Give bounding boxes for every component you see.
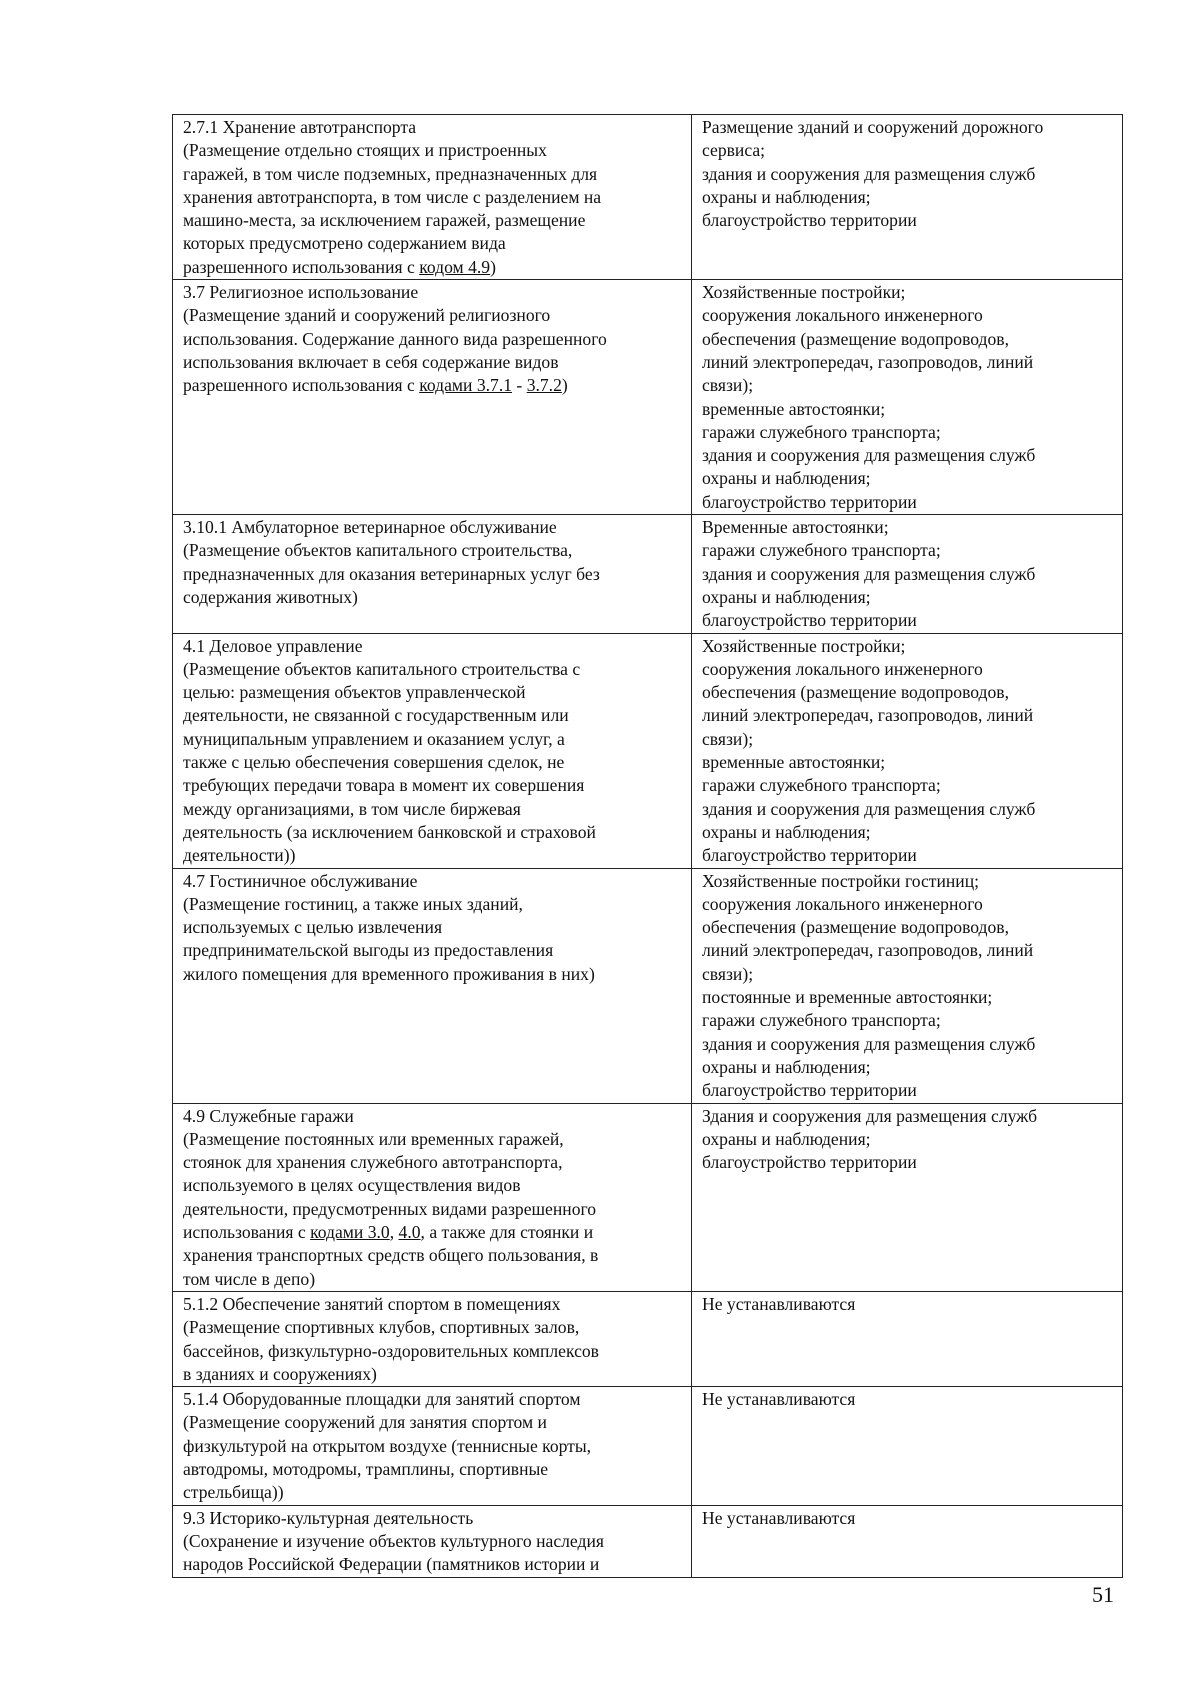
use-type-description: также с целью обеспечения совершения сделок, не xyxy=(183,752,565,773)
auxiliary-use-line: обеспечения (размещение водопроводов, xyxy=(702,917,1010,938)
code-link-4-9[interactable]: кодом 4.9 xyxy=(419,256,491,277)
page-number: 51 xyxy=(1092,1582,1114,1607)
auxiliary-use-line: благоустройство территории xyxy=(702,491,917,512)
use-type-description: (Размещение зданий и сооружений религиозного xyxy=(183,305,551,326)
use-type-cell xyxy=(173,633,692,868)
use-type-description: гаражей, в том числе подземных, предназначенных для xyxy=(183,163,598,184)
use-type-description: которых предусмотрено содержанием вида xyxy=(183,233,506,254)
auxiliary-use-line: охраны и наблюдения; xyxy=(702,1056,871,1077)
use-type-description: в зданиях и сооружениях) xyxy=(183,1363,377,1384)
auxiliary-use-line: сооружения локального инженерного xyxy=(702,658,983,679)
zoning-table xyxy=(172,114,1123,1578)
auxiliary-use-line: благоустройство территории xyxy=(702,610,917,631)
use-type-description: содержания животных) xyxy=(183,586,358,607)
use-type-title: 2.7.1 Хранение автотранспорта xyxy=(183,117,417,137)
use-type-cell xyxy=(173,1103,692,1291)
code-link-3-0[interactable]: кодами 3.0 xyxy=(310,1222,390,1243)
auxiliary-use-line: гаражи служебного транспорта; xyxy=(702,421,941,442)
use-type-title: 3.7 Религиозное использование xyxy=(183,282,419,303)
use-type-title: 4.7 Гостиничное обслуживание xyxy=(183,870,418,891)
auxiliary-use-line: связи); xyxy=(702,963,754,984)
auxiliary-use-line: Хозяйственные постройки; xyxy=(702,635,906,656)
use-type-cell xyxy=(173,868,692,1103)
use-type-description: использования включает в себя содержание видов xyxy=(183,351,559,372)
auxiliary-use-line: обеспечения (размещение водопроводов, xyxy=(702,328,1010,349)
auxiliary-use-line: обеспечения (размещение водопроводов, xyxy=(702,682,1010,703)
table-row xyxy=(173,1387,1123,1505)
table-row xyxy=(173,280,1123,515)
auxiliary-use-line: гаражи служебного транспорта; xyxy=(702,540,941,561)
auxiliary-use-cell xyxy=(692,1505,1123,1577)
auxiliary-use-line: Хозяйственные постройки гостиниц; xyxy=(702,870,980,891)
use-type-description: стрельбища)) xyxy=(183,1482,284,1503)
auxiliary-use-line: Здания и сооружения для размещения служб xyxy=(702,1105,1038,1126)
use-type-description: народов Российской Федерации (памятников истории и xyxy=(183,1554,600,1575)
use-type-description: (Размещение постоянных или временных гаражей, xyxy=(183,1128,564,1149)
use-type-description: деятельности, предусмотренных видами разрешенного xyxy=(183,1198,597,1219)
use-type-description: используемого в целях осуществления видов xyxy=(183,1175,521,1196)
auxiliary-use-line: гаражи служебного транспорта; xyxy=(702,775,941,796)
auxiliary-use-line: охраны и наблюдения; xyxy=(702,586,871,607)
use-type-description: деятельности, не связанной с государственным или xyxy=(183,705,569,726)
table-row xyxy=(173,115,1123,280)
auxiliary-use-cell xyxy=(692,280,1123,515)
use-type-description: физкультурой на открытом воздухе (теннисные корты, xyxy=(183,1435,592,1456)
use-type-description: использования с кодами 3.0, 4.0, а также для стоянки и xyxy=(183,1222,594,1243)
auxiliary-use-line: благоустройство территории xyxy=(702,845,917,866)
use-type-description: (Размещение отдельно стоящих и пристроенных xyxy=(183,140,547,161)
auxiliary-use-line: Размещение зданий и сооружений дорожного xyxy=(702,117,1044,137)
auxiliary-use-line: Временные автостоянки; xyxy=(702,517,889,538)
use-type-description: (Размещение спортивных клубов, спортивных залов, xyxy=(183,1317,580,1338)
use-type-cell xyxy=(173,115,692,280)
table-row xyxy=(173,1505,1123,1577)
use-type-description: деятельность (за исключением банковской и страховой xyxy=(183,821,596,842)
auxiliary-use-line: линий электропередач, газопроводов, линий xyxy=(702,940,1034,961)
auxiliary-use-line: охраны и наблюдения; xyxy=(702,186,871,207)
use-type-title: 9.3 Историко-культурная деятельность xyxy=(183,1507,474,1528)
auxiliary-use-cell xyxy=(692,633,1123,868)
use-type-description: между организациями, в том числе биржевая xyxy=(183,798,521,819)
use-type-title: 5.1.2 Обеспечение занятий спортом в помещениях xyxy=(183,1293,561,1314)
auxiliary-use-line: здания и сооружения для размещения служб xyxy=(702,1033,1036,1054)
use-type-description: (Размещение гостиниц, а также иных зданий, xyxy=(183,893,523,914)
auxiliary-use-line: сервиса; xyxy=(702,140,766,161)
table-row xyxy=(173,868,1123,1103)
code-link-4-0[interactable]: 4.0 xyxy=(398,1222,421,1243)
auxiliary-use-line: временные автостоянки; xyxy=(702,752,886,773)
table-row xyxy=(173,1291,1123,1386)
auxiliary-use-cell xyxy=(692,115,1123,280)
auxiliary-use-line: здания и сооружения для размещения служб xyxy=(702,798,1036,819)
use-type-description: используемых с целью извлечения xyxy=(183,917,443,938)
use-type-description: (Размещение объектов капитального строительства с xyxy=(183,658,581,679)
auxiliary-use-line: Не устанавливаются xyxy=(702,1293,856,1314)
use-type-description: (Размещение объектов капитального строительства, xyxy=(183,540,573,561)
use-type-description: машино-места, за исключением гаражей, размещение xyxy=(183,210,586,231)
auxiliary-use-cell xyxy=(692,515,1123,633)
auxiliary-use-line: линий электропередач, газопроводов, линий xyxy=(702,351,1034,372)
use-type-description: хранения автотранспорта, в том числе с разделением на xyxy=(183,186,602,207)
table-row xyxy=(173,633,1123,868)
auxiliary-use-cell xyxy=(692,1291,1123,1386)
auxiliary-use-line: линий электропередач, газопроводов, линий xyxy=(702,705,1034,726)
auxiliary-use-line: Не устанавливаются xyxy=(702,1507,856,1528)
auxiliary-use-line: временные автостоянки; xyxy=(702,398,886,419)
use-type-description: требующих передачи товара в момент их совершения xyxy=(183,775,585,796)
auxiliary-use-line: постоянные и временные автостоянки; xyxy=(702,987,993,1008)
use-type-description: разрешенного использования с кодами 3.7.1 - 3.7.2) xyxy=(183,375,568,396)
use-type-title: 3.10.1 Амбулаторное ветеринарное обслуживание xyxy=(183,517,557,538)
auxiliary-use-line: охраны и наблюдения; xyxy=(702,821,871,842)
auxiliary-use-line: Хозяйственные постройки; xyxy=(702,282,906,303)
auxiliary-use-line: благоустройство территории xyxy=(702,210,917,231)
auxiliary-use-line: охраны и наблюдения; xyxy=(702,468,871,489)
auxiliary-use-line: сооружения локального инженерного xyxy=(702,305,983,326)
use-type-cell xyxy=(173,1291,692,1386)
auxiliary-use-line: здания и сооружения для размещения служб xyxy=(702,163,1036,184)
auxiliary-use-line: здания и сооружения для размещения служб xyxy=(702,445,1036,466)
auxiliary-use-line: гаражи служебного транспорта; xyxy=(702,1010,941,1031)
auxiliary-use-line: благоустройство территории xyxy=(702,1152,917,1173)
auxiliary-use-line: здания и сооружения для размещения служб xyxy=(702,563,1036,584)
use-type-description: автодромы, мотодромы, трамплины, спортивные xyxy=(183,1459,549,1480)
auxiliary-use-cell xyxy=(692,868,1123,1103)
auxiliary-use-line: сооружения локального инженерного xyxy=(702,893,983,914)
use-type-description: использования. Содержание данного вида разрешенного xyxy=(183,328,607,349)
use-type-title: 5.1.4 Оборудованные площадки для занятий спортом xyxy=(183,1389,581,1410)
auxiliary-use-cell xyxy=(692,1387,1123,1505)
use-type-description: разрешенного использования с кодом 4.9) xyxy=(183,256,496,277)
use-type-description: хранения транспортных средств общего пользования, в xyxy=(183,1245,599,1266)
use-type-description: предназначенных для оказания ветеринарных услуг без xyxy=(183,563,600,584)
use-type-description: жилого помещения для временного проживания в них) xyxy=(183,963,595,984)
use-type-cell xyxy=(173,1387,692,1505)
use-type-description: бассейнов, физкультурно-оздоровительных комплексов xyxy=(183,1340,599,1361)
table-row xyxy=(173,515,1123,633)
use-type-description: том числе в депо) xyxy=(183,1268,316,1289)
use-type-description: муниципальным управлением и оказанием услуг, а xyxy=(183,728,565,749)
use-type-description: целью: размещения объектов управленческой xyxy=(183,682,526,703)
use-type-description: деятельности)) xyxy=(183,845,296,866)
auxiliary-use-line: благоустройство территории xyxy=(702,1080,917,1101)
use-type-cell xyxy=(173,515,692,633)
auxiliary-use-line: Не устанавливаются xyxy=(702,1389,856,1410)
auxiliary-use-line: связи); xyxy=(702,728,754,749)
code-link-3-7-1[interactable]: кодами 3.7.1 xyxy=(419,375,513,396)
use-type-description: (Размещение сооружений для занятия спортом и xyxy=(183,1412,547,1433)
auxiliary-use-line: охраны и наблюдения; xyxy=(702,1128,871,1149)
use-type-description: стоянок для хранения служебного автотранспорта, xyxy=(183,1152,563,1173)
use-type-cell xyxy=(173,1505,692,1577)
use-type-description: предпринимательской выгоды из предоставления xyxy=(183,940,554,961)
auxiliary-use-cell xyxy=(692,1103,1123,1291)
use-type-cell xyxy=(173,280,692,515)
use-type-title: 4.1 Деловое управление xyxy=(183,635,363,656)
use-type-title: 4.9 Служебные гаражи xyxy=(183,1105,354,1126)
code-link-3-7-2[interactable]: 3.7.2 xyxy=(526,375,562,396)
use-type-description: (Сохранение и изучение объектов культурного наследия xyxy=(183,1530,604,1551)
table-row xyxy=(173,1103,1123,1291)
auxiliary-use-line: связи); xyxy=(702,375,754,396)
